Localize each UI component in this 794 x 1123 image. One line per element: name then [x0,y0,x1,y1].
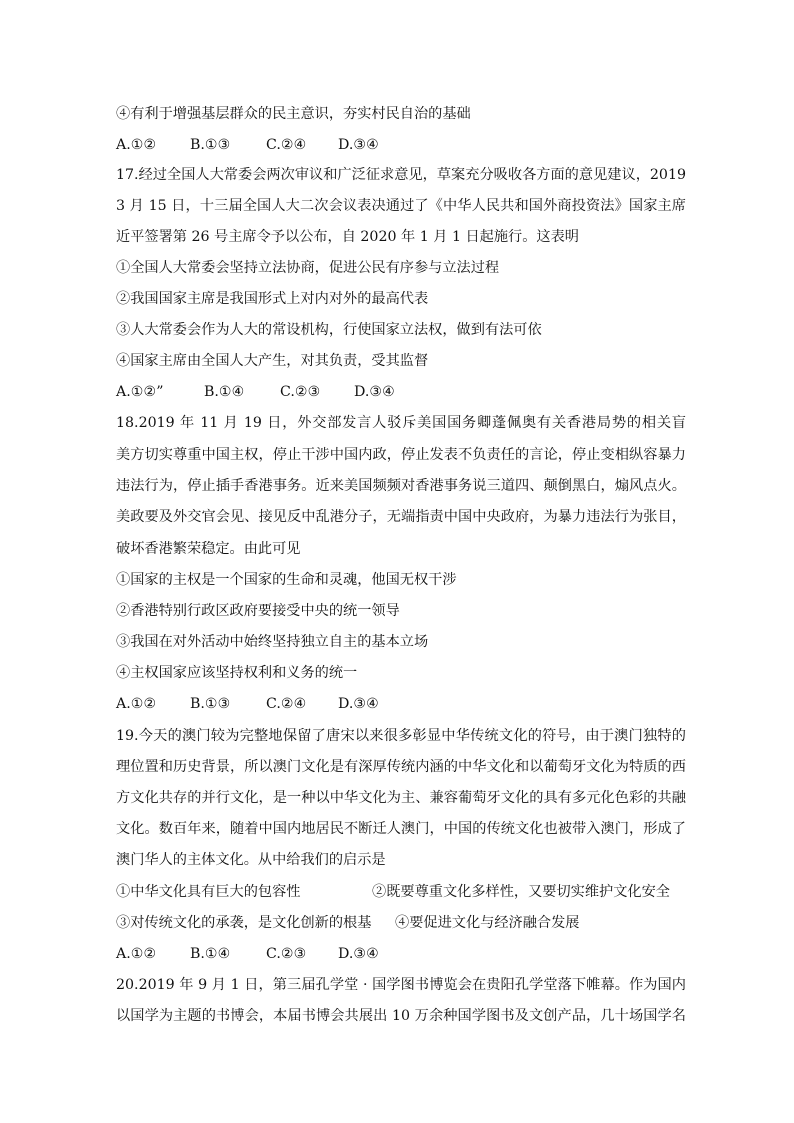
q19-stem-line-3: 方文化共存的并行文化，是一种以中华文化为主、兼容葡萄牙文化的具有多元化色彩的共融 [116,790,686,806]
q18-stem-line-3: 违法行为，停止插手香港事务。近来美国频频对香港事务说三道四、颠倒黑白，煽风点火。 [116,478,686,494]
q16-choice-d: D.③④ [338,137,379,153]
q18-option-3: ③我国在对外活动中始终坚持独立自主的基本立场 [116,634,429,650]
q18-choice-d: D.③④ [338,696,379,712]
q20-stem-line-1: 20.2019 年 9 月 1 日，第三届孔学堂 · 国学图书博览会在贵阳孔学堂落下帷幕。作为国内 [116,977,686,993]
q19-option-4: ④要促进文化与经济融合发展 [395,915,580,931]
q18-stem-line-5: 破坏香港繁荣稳定。由此可见 [116,541,301,557]
q17-choice-d: D.③④ [354,384,395,400]
q17-option-3: ③人大常委会作为人大的常设机构，行使国家立法权，做到有法可依 [116,322,542,338]
q17-stem-line-3: 近平签署第 26 号主席令予以公布，自 2020 年 1 月 1 日起施行。这表明 [116,229,579,245]
q19-answer-choices [116,944,379,964]
q16-choice-c: C.②④ [266,137,307,153]
q18-stem-line-4: 美政要及外交官会见、接见反中乱港分子，无端指责中国中央政府，为暴力违法行为张目， [116,509,686,525]
q17-answer-choices [116,382,395,402]
q19-choice-a: A.①② [116,946,157,962]
q19-option-2: ②既要尊重文化多样性，又要切实维护文化安全 [372,884,670,900]
q17-option-1: ①全国人大常委会坚持立法协商，促进公民有序参与立法过程 [116,260,500,276]
q18-option-1: ①国家的主权是一个国家的生命和灵魂，他国无权干涉 [116,572,457,588]
q19-option-1: ①中华文化具有巨大的包容性 [116,884,301,900]
q19-choice-b: B.①④ [190,946,231,962]
q18-answer-choices [116,694,379,714]
q16-option-4: ④有利于增强基层群众的民主意识，夯实村民自治的基础 [116,106,471,122]
q17-choice-a: A.①②” [116,384,164,400]
q17-stem-line-2: 3 月 15 日，十三届全国人大二次会议表决通过了《中华人民共和国外商投资法》国家主席 [116,198,686,214]
q17-choice-c: C.②③ [280,384,321,400]
q18-choice-c: C.②④ [266,696,307,712]
q18-stem-line-1: 18.2019 年 11 月 19 日，外交部发言人驳斥美国国务卿蓬佩奥有关香港局势的相关盲 [116,415,686,431]
q19-stem-line-5: 澳门华人的主体文化。从中给我们的启示是 [116,852,386,868]
q18-option-4: ④主权国家应该坚持权利和义务的统一 [116,665,358,681]
q16-answer-choices [116,135,379,155]
q17-option-2: ②我国国家主席是我国形式上对内对外的最高代表 [116,291,429,307]
q19-stem-line-4: 文化。数百年来，随着中国内地居民不断迁人澳门，中国的传统文化也被带入澳门，形成了 [116,821,686,837]
q16-choice-b: B.①③ [190,137,231,153]
q17-stem-line-1: 17.经过全国人大常委会两次审议和广泛征求意见，草案充分吸收各方面的意见建议，2019 [116,167,686,183]
q19-choice-d: D.③④ [338,946,379,962]
q18-stem-line-2: 美方切实尊重中国主权，停止干涉中国内政，停止发表不负责任的言论，停止变相纵容暴力 [116,447,686,463]
q18-choice-b: B.①③ [190,696,231,712]
q17-option-4: ④国家主席由全国人大产生，对其负责，受其监督 [116,353,429,369]
q19-stem-line-2: 理位置和历史背景，所以澳门文化是有深厚传统内涵的中华文化和以葡萄牙文化为特质的西 [116,759,686,775]
q18-option-2: ②香港特别行政区政府要接受中央的统一领导 [116,603,400,619]
q18-choice-a: A.①② [116,696,157,712]
q17-choice-b: B.①④ [204,384,245,400]
q19-option-3: ③对传统文化的承袭，是文化创新的根基 [116,915,372,931]
q16-choice-a: A.①② [116,137,157,153]
q20-stem-line-2: 以国学为主题的书博会，本届书博会共展出 10 万余种国学图书及文创产品，几十场国学名 [116,1008,686,1024]
q19-choice-c: C.②③ [266,946,307,962]
q19-stem-line-1: 19.今天的澳门较为完整地保留了唐宋以来很多彰显中华传统文化的符号，由于澳门独特的 [116,728,686,744]
